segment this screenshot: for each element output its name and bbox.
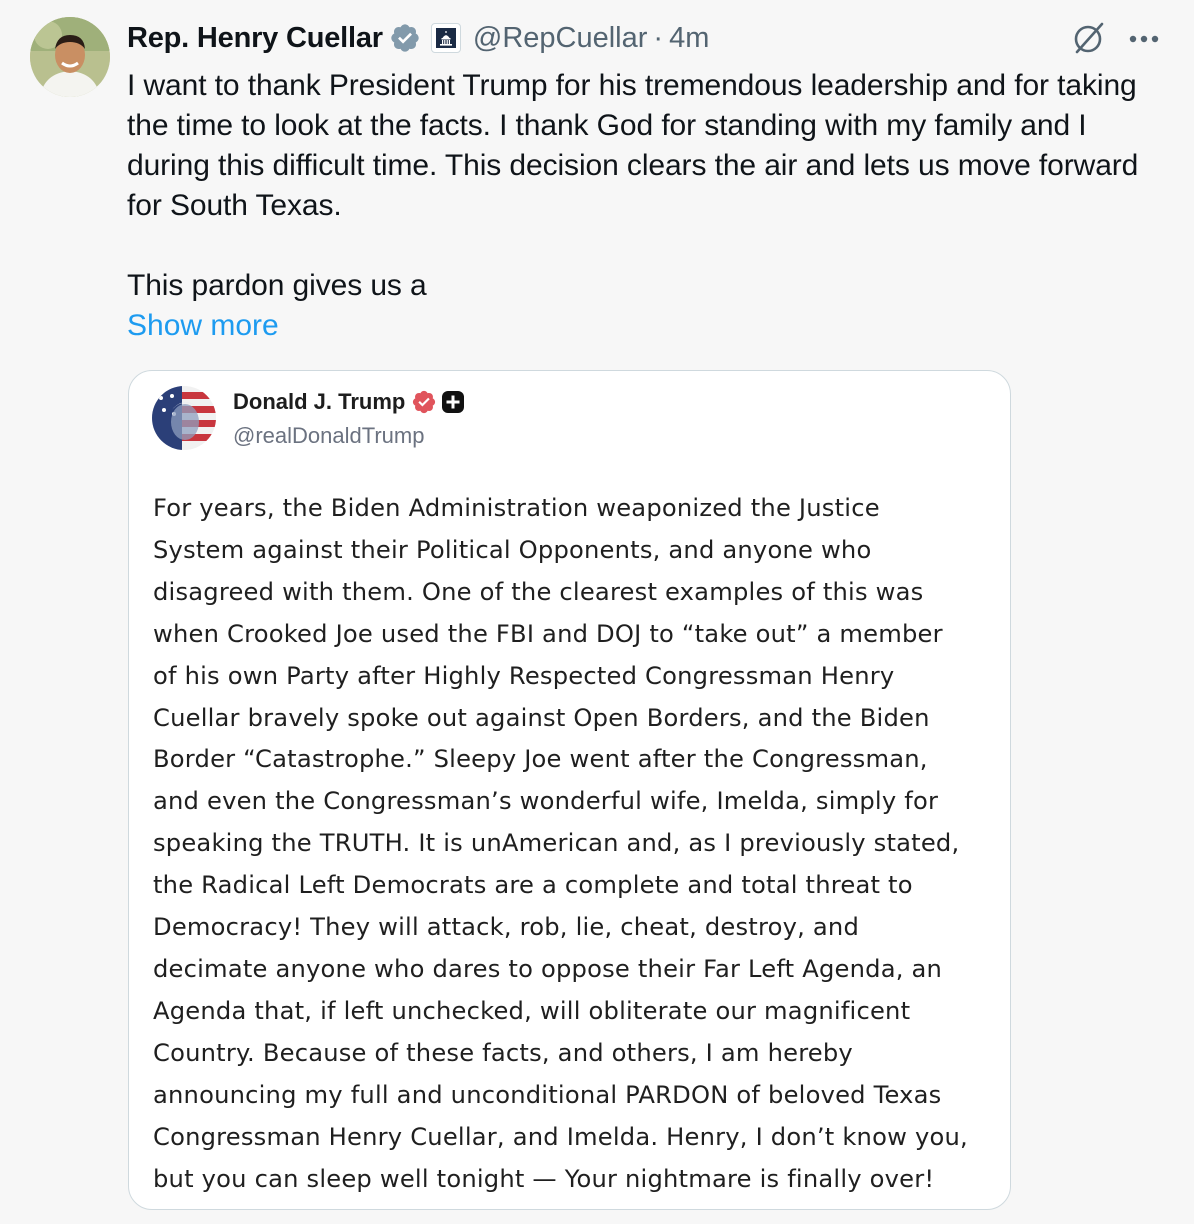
post-timestamp[interactable]: 4m: [669, 21, 710, 54]
quoted-text-line: when Crooked Joe used the FBI and DOJ to “take out” a member: [153, 619, 943, 648]
quoted-text-line: Congressman Henry Cuellar, and Imelda. Henry, I don’t know you,: [153, 1122, 968, 1151]
quoted-text-line: Cuellar bravely spoke out against Open Borders, and the Biden: [153, 703, 930, 732]
quoted-author-row: [233, 389, 465, 415]
quoted-text-line: speaking the TRUTH. It is unAmerican and, as I previously stated,: [153, 829, 960, 858]
separator-dot: ·: [653, 21, 664, 54]
post-body: I want to thank President Trump for his tremendous leadership and for taking the time to look at the facts. I thank God for standing with my family and I during this difficult time. This decision clears the air and lets us move forward for South Texas. This pardon gives us a: [127, 69, 1139, 302]
quoted-text-line: announcing my full and unconditional PARDON of beloved Texas: [153, 1080, 942, 1109]
quoted-text-line: decimate anyone who dares to oppose their Far Left Agenda, an: [153, 954, 943, 983]
quoted-author-avatar[interactable]: [152, 386, 216, 450]
quoted-text-line: Border “Catastrophe.” Sleepy Joe went after the Congressman,: [153, 745, 928, 774]
grok-icon[interactable]: [1068, 18, 1108, 58]
quoted-post-card[interactable]: [128, 370, 1011, 1210]
quoted-text-line: System against their Political Opponents, and anyone who: [153, 535, 872, 564]
quoted-text-line: For years, the Biden Administration weaponized the Justice: [153, 494, 880, 522]
quoted-author-handle[interactable]: @realDonaldTrump: [233, 423, 425, 448]
quoted-text-line: and even the Congressman’s wonderful wife, Imelda, simply for: [153, 787, 939, 816]
capitol-building-icon[interactable]: [431, 23, 461, 53]
quoted-text-line: but you can sleep well tonight — Your nightmare is finally over!: [153, 1164, 935, 1193]
gray-verified-badge-icon[interactable]: [389, 22, 421, 54]
quoted-text-line: Agenda that, if left unchecked, will obliterate our magnificent: [153, 996, 911, 1025]
more-options-icon[interactable]: [1124, 22, 1164, 56]
verified-badge-icon: [411, 389, 437, 415]
quoted-text-line: the Radical Left Democrats are a complete and total threat to: [153, 871, 913, 900]
plus-badge-icon: [441, 390, 465, 414]
quoted-author-name[interactable]: Donald J. Trump: [233, 389, 406, 414]
author-handle[interactable]: @RepCuellar: [472, 21, 648, 54]
post-text: [127, 66, 1167, 306]
author-avatar[interactable]: [30, 17, 110, 97]
show-more-link[interactable]: Show more: [127, 309, 279, 342]
quoted-text-line: Country. Because of these facts, and others, I am hereby: [153, 1038, 853, 1067]
quoted-post-text: [153, 488, 998, 1200]
quoted-text-line: of his own Party after Highly Respected Congressman Henry: [153, 661, 895, 690]
quoted-text-line: disagreed with them. One of the clearest examples of this was: [153, 577, 924, 606]
quoted-text-line: Democracy! They will attack, rob, lie, cheat, destroy, and: [153, 913, 859, 942]
author-name[interactable]: Rep. Henry Cuellar: [127, 21, 383, 54]
post-header: [127, 16, 709, 60]
